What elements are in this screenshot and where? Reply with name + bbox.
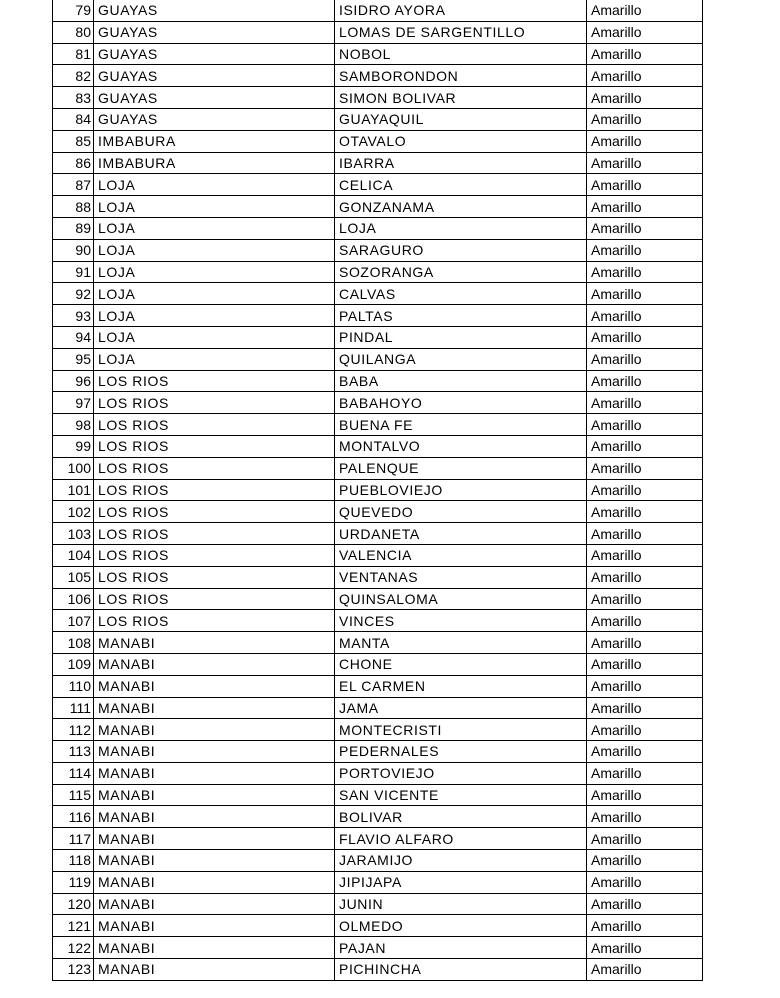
row-number-cell: 102: [53, 501, 94, 523]
row-number-cell: 83: [53, 87, 94, 109]
row-number-cell: 96: [53, 370, 94, 392]
status-cell: Amarillo: [587, 435, 703, 457]
table-row: [53, 65, 703, 87]
status-cell: Amarillo: [587, 588, 703, 610]
row-number-cell: 90: [53, 239, 94, 261]
canton-cell: QUEVEDO: [335, 501, 587, 523]
canton-status-table: [52, 0, 703, 981]
canton-cell: OLMEDO: [335, 915, 587, 937]
status-cell: Amarillo: [587, 610, 703, 632]
canton-cell: SAN VICENTE: [335, 784, 587, 806]
status-cell: Amarillo: [587, 915, 703, 937]
table-row: [53, 0, 703, 21]
province-cell: LOJA: [94, 174, 335, 196]
canton-cell: MONTALVO: [335, 435, 587, 457]
table-row: [53, 414, 703, 436]
canton-cell: JAMA: [335, 697, 587, 719]
table-row: [53, 283, 703, 305]
row-number-cell: 115: [53, 784, 94, 806]
row-number-cell: 100: [53, 457, 94, 479]
province-cell: LOS RIOS: [94, 370, 335, 392]
status-cell: Amarillo: [587, 784, 703, 806]
canton-cell: MONTECRISTI: [335, 719, 587, 741]
row-number-cell: 86: [53, 152, 94, 174]
status-cell: Amarillo: [587, 152, 703, 174]
table-row: [53, 544, 703, 566]
canton-cell: PINDAL: [335, 326, 587, 348]
status-cell: Amarillo: [587, 196, 703, 218]
canton-cell: PORTOVIEJO: [335, 762, 587, 784]
table-row: [53, 828, 703, 850]
table-row: [53, 915, 703, 937]
province-cell: IMBABURA: [94, 152, 335, 174]
status-cell: Amarillo: [587, 479, 703, 501]
province-cell: LOS RIOS: [94, 435, 335, 457]
province-cell: LOS RIOS: [94, 501, 335, 523]
status-cell: Amarillo: [587, 828, 703, 850]
province-cell: MANABI: [94, 632, 335, 654]
table-row: [53, 305, 703, 327]
table-row: [53, 196, 703, 218]
canton-cell: ISIDRO AYORA: [335, 0, 587, 21]
status-cell: Amarillo: [587, 850, 703, 872]
canton-cell: MANTA: [335, 632, 587, 654]
canton-cell: NOBOL: [335, 43, 587, 65]
status-cell: Amarillo: [587, 566, 703, 588]
table-row: [53, 479, 703, 501]
status-cell: Amarillo: [587, 457, 703, 479]
status-cell: Amarillo: [587, 893, 703, 915]
canton-cell: CELICA: [335, 174, 587, 196]
status-cell: Amarillo: [587, 959, 703, 981]
table-row: [53, 370, 703, 392]
row-number-cell: 121: [53, 915, 94, 937]
row-number-cell: 91: [53, 261, 94, 283]
row-number-cell: 113: [53, 741, 94, 763]
table-row: [53, 130, 703, 152]
province-cell: MANABI: [94, 719, 335, 741]
row-number-cell: 97: [53, 392, 94, 414]
table-row: [53, 784, 703, 806]
canton-cell: SAMBORONDON: [335, 65, 587, 87]
table-row: [53, 806, 703, 828]
canton-cell: GUAYAQUIL: [335, 108, 587, 130]
canton-cell: JARAMIJO: [335, 850, 587, 872]
province-cell: LOJA: [94, 348, 335, 370]
province-cell: MANABI: [94, 828, 335, 850]
province-cell: MANABI: [94, 893, 335, 915]
row-number-cell: 118: [53, 850, 94, 872]
province-cell: GUAYAS: [94, 0, 335, 21]
province-cell: LOJA: [94, 217, 335, 239]
table-row: [53, 326, 703, 348]
province-cell: LOJA: [94, 196, 335, 218]
province-cell: MANABI: [94, 741, 335, 763]
table-row: [53, 152, 703, 174]
row-number-cell: 104: [53, 544, 94, 566]
status-cell: Amarillo: [587, 544, 703, 566]
province-cell: LOS RIOS: [94, 523, 335, 545]
canton-cell: LOMAS DE SARGENTILLO: [335, 21, 587, 43]
status-cell: Amarillo: [587, 871, 703, 893]
province-cell: MANABI: [94, 675, 335, 697]
row-number-cell: 109: [53, 653, 94, 675]
row-number-cell: 82: [53, 65, 94, 87]
row-number-cell: 95: [53, 348, 94, 370]
province-cell: LOJA: [94, 239, 335, 261]
status-cell: Amarillo: [587, 937, 703, 959]
canton-cell: BABAHOYO: [335, 392, 587, 414]
canton-cell: OTAVALO: [335, 130, 587, 152]
canton-cell: PUEBLOVIEJO: [335, 479, 587, 501]
table-row: [53, 871, 703, 893]
table-row: [53, 675, 703, 697]
province-cell: LOS RIOS: [94, 392, 335, 414]
row-number-cell: 117: [53, 828, 94, 850]
canton-cell: PALTAS: [335, 305, 587, 327]
province-cell: GUAYAS: [94, 43, 335, 65]
row-number-cell: 99: [53, 435, 94, 457]
province-cell: LOJA: [94, 261, 335, 283]
province-cell: LOS RIOS: [94, 566, 335, 588]
canton-cell: CHONE: [335, 653, 587, 675]
province-cell: LOS RIOS: [94, 544, 335, 566]
table-row: [53, 217, 703, 239]
status-cell: Amarillo: [587, 348, 703, 370]
row-number-cell: 84: [53, 108, 94, 130]
province-cell: MANABI: [94, 871, 335, 893]
canton-cell: BOLIVAR: [335, 806, 587, 828]
province-cell: IMBABURA: [94, 130, 335, 152]
row-number-cell: 106: [53, 588, 94, 610]
canton-cell: FLAVIO ALFARO: [335, 828, 587, 850]
status-cell: Amarillo: [587, 239, 703, 261]
row-number-cell: 114: [53, 762, 94, 784]
province-cell: LOS RIOS: [94, 414, 335, 436]
canton-cell: QUILANGA: [335, 348, 587, 370]
province-cell: MANABI: [94, 915, 335, 937]
table-row: [53, 261, 703, 283]
province-cell: LOJA: [94, 283, 335, 305]
table-row: [53, 566, 703, 588]
row-number-cell: 87: [53, 174, 94, 196]
status-cell: Amarillo: [587, 675, 703, 697]
province-cell: MANABI: [94, 653, 335, 675]
table-row: [53, 457, 703, 479]
status-cell: Amarillo: [587, 261, 703, 283]
province-cell: LOJA: [94, 326, 335, 348]
row-number-cell: 122: [53, 937, 94, 959]
canton-cell: BUENA FE: [335, 414, 587, 436]
row-number-cell: 79: [53, 0, 94, 21]
table-row: [53, 610, 703, 632]
status-cell: Amarillo: [587, 806, 703, 828]
canton-cell: PEDERNALES: [335, 741, 587, 763]
table-row: [53, 850, 703, 872]
province-cell: GUAYAS: [94, 21, 335, 43]
row-number-cell: 94: [53, 326, 94, 348]
status-cell: Amarillo: [587, 523, 703, 545]
status-cell: Amarillo: [587, 501, 703, 523]
status-cell: Amarillo: [587, 43, 703, 65]
canton-cell: JUNIN: [335, 893, 587, 915]
status-cell: Amarillo: [587, 108, 703, 130]
row-number-cell: 110: [53, 675, 94, 697]
canton-cell: URDANETA: [335, 523, 587, 545]
row-number-cell: 93: [53, 305, 94, 327]
table-row: [53, 632, 703, 654]
table-row: [53, 239, 703, 261]
province-cell: MANABI: [94, 762, 335, 784]
province-cell: MANABI: [94, 850, 335, 872]
canton-status-table-wrapper: [52, 0, 703, 981]
table-body: [53, 0, 703, 980]
status-cell: Amarillo: [587, 719, 703, 741]
row-number-cell: 98: [53, 414, 94, 436]
status-cell: Amarillo: [587, 65, 703, 87]
row-number-cell: 92: [53, 283, 94, 305]
status-cell: Amarillo: [587, 217, 703, 239]
status-cell: Amarillo: [587, 87, 703, 109]
status-cell: Amarillo: [587, 21, 703, 43]
table-row: [53, 653, 703, 675]
canton-cell: GONZANAMA: [335, 196, 587, 218]
table-row: [53, 174, 703, 196]
row-number-cell: 107: [53, 610, 94, 632]
table-row: [53, 937, 703, 959]
table-row: [53, 21, 703, 43]
table-row: [53, 87, 703, 109]
status-cell: Amarillo: [587, 130, 703, 152]
table-row: [53, 435, 703, 457]
canton-cell: EL CARMEN: [335, 675, 587, 697]
row-number-cell: 101: [53, 479, 94, 501]
canton-cell: SIMON BOLIVAR: [335, 87, 587, 109]
row-number-cell: 119: [53, 871, 94, 893]
table-row: [53, 348, 703, 370]
table-row: [53, 501, 703, 523]
row-number-cell: 88: [53, 196, 94, 218]
canton-cell: QUINSALOMA: [335, 588, 587, 610]
province-cell: MANABI: [94, 806, 335, 828]
table-row: [53, 741, 703, 763]
canton-cell: JIPIJAPA: [335, 871, 587, 893]
table-row: [53, 523, 703, 545]
row-number-cell: 80: [53, 21, 94, 43]
status-cell: Amarillo: [587, 741, 703, 763]
row-number-cell: 108: [53, 632, 94, 654]
table-row: [53, 392, 703, 414]
canton-cell: SOZORANGA: [335, 261, 587, 283]
table-row: [53, 588, 703, 610]
canton-cell: VENTANAS: [335, 566, 587, 588]
canton-cell: IBARRA: [335, 152, 587, 174]
canton-cell: PAJAN: [335, 937, 587, 959]
canton-cell: BABA: [335, 370, 587, 392]
row-number-cell: 89: [53, 217, 94, 239]
row-number-cell: 116: [53, 806, 94, 828]
province-cell: LOS RIOS: [94, 479, 335, 501]
province-cell: LOS RIOS: [94, 588, 335, 610]
province-cell: MANABI: [94, 784, 335, 806]
table-row: [53, 719, 703, 741]
status-cell: Amarillo: [587, 305, 703, 327]
canton-cell: LOJA: [335, 217, 587, 239]
row-number-cell: 81: [53, 43, 94, 65]
canton-cell: SARAGURO: [335, 239, 587, 261]
table-row: [53, 959, 703, 981]
row-number-cell: 120: [53, 893, 94, 915]
status-cell: Amarillo: [587, 414, 703, 436]
status-cell: Amarillo: [587, 653, 703, 675]
status-cell: Amarillo: [587, 697, 703, 719]
status-cell: Amarillo: [587, 632, 703, 654]
table-row: [53, 43, 703, 65]
status-cell: Amarillo: [587, 283, 703, 305]
province-cell: LOS RIOS: [94, 457, 335, 479]
province-cell: MANABI: [94, 937, 335, 959]
row-number-cell: 112: [53, 719, 94, 741]
status-cell: Amarillo: [587, 326, 703, 348]
table-row: [53, 762, 703, 784]
canton-cell: PICHINCHA: [335, 959, 587, 981]
row-number-cell: 85: [53, 130, 94, 152]
status-cell: Amarillo: [587, 392, 703, 414]
row-number-cell: 105: [53, 566, 94, 588]
province-cell: LOS RIOS: [94, 610, 335, 632]
province-cell: MANABI: [94, 697, 335, 719]
canton-cell: PALENQUE: [335, 457, 587, 479]
table-row: [53, 697, 703, 719]
row-number-cell: 103: [53, 523, 94, 545]
province-cell: MANABI: [94, 959, 335, 981]
status-cell: Amarillo: [587, 0, 703, 21]
province-cell: GUAYAS: [94, 65, 335, 87]
province-cell: GUAYAS: [94, 108, 335, 130]
row-number-cell: 111: [53, 697, 94, 719]
row-number-cell: 123: [53, 959, 94, 981]
province-cell: GUAYAS: [94, 87, 335, 109]
status-cell: Amarillo: [587, 174, 703, 196]
table-row: [53, 893, 703, 915]
canton-cell: CALVAS: [335, 283, 587, 305]
status-cell: Amarillo: [587, 762, 703, 784]
province-cell: LOJA: [94, 305, 335, 327]
canton-cell: VALENCIA: [335, 544, 587, 566]
canton-cell: VINCES: [335, 610, 587, 632]
table-row: [53, 108, 703, 130]
status-cell: Amarillo: [587, 370, 703, 392]
